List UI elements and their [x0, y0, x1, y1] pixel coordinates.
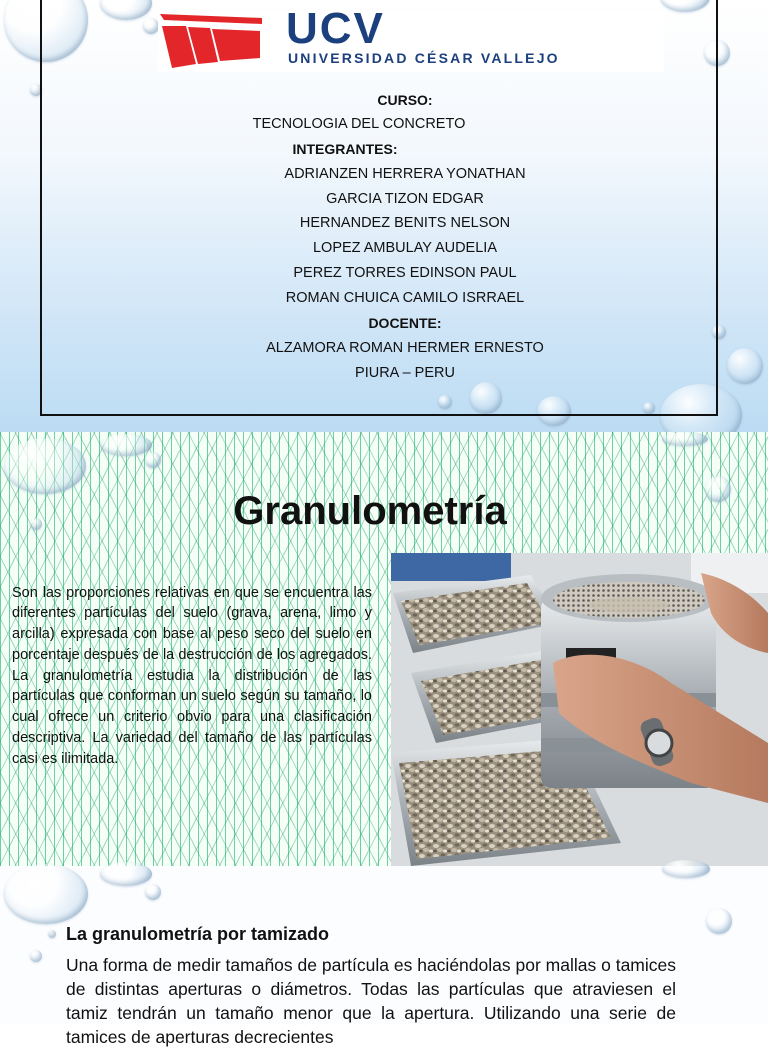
water-drop — [4, 438, 86, 494]
integrante-6: ROMAN CHUICA CAMILO ISRRAEL — [285, 290, 525, 306]
granulometria-slide — [0, 432, 768, 866]
integrante-1: ADRIANZEN HERRERA YONATHAN — [284, 166, 526, 182]
tamizado-slide — [0, 866, 768, 1047]
water-drop — [706, 908, 732, 934]
water-drop — [662, 860, 710, 878]
integrante-4: LOPEZ AMBULAY AUDELIA — [312, 240, 497, 256]
integrante-2: GARCIA TIZON EDGAR — [326, 191, 484, 207]
tamizado-paragraph: Una forma de medir tamaños de partícula es haciéndolas por mallas o tamices de distintas aperturas o diámetros. Todas las partículas que atraviesen el tamiz tendrán un tamaño menor que la apertura. Utilizando una serie de tamices de aperturas decrecientes — [66, 954, 676, 1047]
integrante-3: HERNANDEZ BENITS NELSON — [299, 215, 511, 231]
logo-abbreviation: UCV — [286, 4, 385, 53]
ucv-emblem-icon — [160, 14, 262, 68]
integrantes-label: INTEGRANTES: — [292, 141, 398, 157]
location: PIURA – PERU — [355, 365, 455, 381]
docente-label: DOCENTE: — [368, 315, 442, 331]
definition-paragraph: Son las proporciones relativas en que se encuentra las diferentes partículas del suelo (grava, arena, limo y arcilla) expresada con base al peso seco del suelo en porcentaje después de la destrucción de los agregados. La granulometría estudia la distribución de las partículas que conforman un suelo según su tamaño, lo cual ofrece un criterio obvio para una clasificación descriptiva. La variedad del tamaño de las partículas casi es ilimitada. — [12, 584, 372, 767]
cover-slide — [0, 0, 768, 432]
integrante-5: PEREZ TORRES EDINSON PAUL — [293, 265, 517, 281]
docente-value: ALZAMORA ROMAN HERMER ERNESTO — [266, 340, 544, 356]
water-drop — [48, 930, 56, 938]
section-title: La granulometría por tamizado — [66, 923, 330, 944]
water-drop — [145, 452, 161, 468]
water-drop — [145, 884, 161, 900]
water-drop — [4, 864, 88, 924]
sieve-photo — [391, 553, 768, 866]
slide-title: Granulometría — [233, 488, 507, 533]
water-drop — [100, 862, 152, 886]
water-drop — [662, 432, 708, 446]
curso-label: CURSO: — [377, 92, 433, 108]
water-drop — [30, 950, 42, 962]
university-logo — [158, 4, 664, 72]
curso-value: TECNOLOGIA DEL CONCRETO — [252, 116, 466, 132]
water-drop — [100, 434, 152, 456]
logo-university-name: UNIVERSIDAD CÉSAR VALLEJO — [288, 50, 560, 66]
